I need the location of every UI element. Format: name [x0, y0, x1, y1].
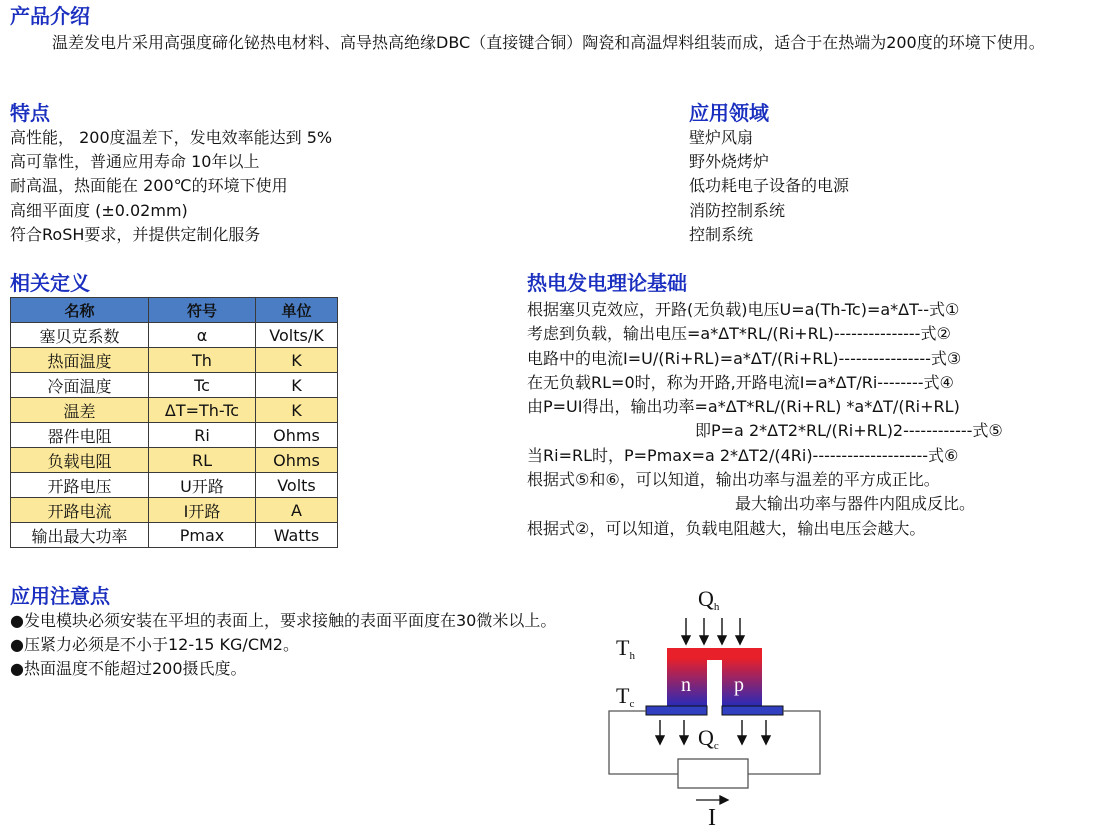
theory-line: 根据式⑤和⑥，可以知道，输出功率与温差的平方成正比。: [527, 470, 940, 490]
application-item: 壁炉风扇: [689, 128, 754, 147]
cold-plate-right: [722, 706, 783, 715]
theory-line: 最大输出功率与器件内阻成反比。: [735, 494, 976, 514]
table-cell: A: [256, 498, 338, 523]
table-cell: Watts: [256, 523, 338, 548]
table-cell: 负载电阻: [11, 448, 149, 473]
table-cell: 塞贝克系数: [11, 323, 149, 348]
table-row: [11, 523, 338, 548]
note-item: ●发电模块必须安装在平坦的表面上，要求接触的表面平面度在30微米以上。: [10, 611, 557, 630]
table-cell: 冷面温度: [11, 373, 149, 398]
theory-line: 由P=UI得出，输出功率=a*ΔT*RL/(Ri+RL) *a*ΔT/(Ri+RL): [527, 397, 960, 417]
feature-item: 高性能， 200度温差下，发电效率能达到 5%: [10, 128, 333, 147]
table-cell: K: [256, 348, 338, 373]
theory-line: 电路中的电流I=U/(Ri+RL)=a*ΔT/(Ri+RL)----------------式③: [527, 348, 962, 368]
p-label: p: [734, 674, 744, 696]
definitions-table: [10, 297, 338, 548]
current-arrow-icon: [696, 796, 728, 804]
qh-label: Qh: [698, 586, 720, 613]
applications-list: [689, 126, 849, 247]
theory-line: 在无负载RL=0时，称为开路,开路电流I=a*ΔT/Ri--------式④: [527, 372, 954, 392]
table-row: [11, 473, 338, 498]
theory-heading: 热电发电理论基础: [527, 271, 687, 295]
application-item: 消防控制系统: [689, 200, 786, 220]
table-cell: I开路: [149, 498, 256, 523]
cold-plate-left: [646, 706, 707, 715]
table-row: [11, 373, 338, 398]
table-cell: 器件电阻: [11, 423, 149, 448]
applications-heading: 应用领域: [689, 101, 769, 125]
load-resistor: [678, 759, 748, 788]
n-label: n: [681, 674, 691, 696]
features-list: [10, 126, 332, 247]
theory-line: 根据式②，可以知道，负载电阻越大，输出电压会越大。: [527, 518, 926, 538]
column-header: 符号: [149, 298, 256, 323]
feature-item: 符合RoSH要求，并提供定制化服务: [10, 224, 261, 244]
notes-heading: 应用注意点: [10, 584, 110, 608]
intro-heading: 产品介绍: [10, 4, 90, 28]
column-header: 单位: [256, 298, 338, 323]
th-label: Th: [616, 635, 635, 662]
table-cell: U开路: [149, 473, 256, 498]
current-label: I: [708, 805, 716, 830]
table-cell: RL: [149, 448, 256, 473]
definitions-heading: 相关定义: [10, 271, 90, 295]
table-cell: Volts: [256, 473, 338, 498]
table-cell: ΔT=Th-Tc: [149, 398, 256, 423]
qc-label: Qc: [698, 725, 719, 752]
table-cell: Ri: [149, 423, 256, 448]
thermoelectric-diagram: [600, 580, 840, 830]
table-cell: Th: [149, 348, 256, 373]
table-cell: 开路电流: [11, 498, 149, 523]
table-cell: 热面温度: [11, 348, 149, 373]
table-cell: Ohms: [256, 423, 338, 448]
tc-label: Tc: [616, 683, 635, 710]
application-item: 控制系统: [689, 224, 754, 244]
feature-item: 耐高温，热面能在 200℃的环境下使用: [10, 176, 288, 196]
table-cell: Tc: [149, 373, 256, 398]
application-item: 低功耗电子设备的电源: [689, 176, 850, 196]
theory-line: 当Ri=RL时，P=Pmax=a 2*ΔT2/(4Ri)--------------------式⑥: [527, 445, 959, 465]
features-heading: 特点: [10, 101, 50, 125]
table-cell: Ohms: [256, 448, 338, 473]
application-item: 野外烧烤炉: [689, 152, 770, 172]
table-header-row: [11, 298, 338, 323]
theory-line: 根据塞贝克效应，开路(无负载)电压U=a(Th-Tc)=a*ΔT--式①: [527, 300, 960, 319]
table-cell: 输出最大功率: [11, 523, 149, 548]
note-item: ●压紧力必须是不小于12-15 KG/CM2。: [10, 635, 299, 655]
table-cell: K: [256, 373, 338, 398]
intro-text: 温差发电片采用高强度碲化铋热电材料、高导热高绝缘DBC（直接键合铜）陶瓷和高温焊料组装而成，适合于在热端为200度的环境下使用。: [52, 33, 1045, 52]
theory-line: 即P=a 2*ΔT2*RL/(Ri+RL)2------------式⑤: [695, 421, 1003, 441]
note-item: ●热面温度不能超过200摄氏度。: [10, 659, 247, 679]
table-row: [11, 423, 338, 448]
column-header: 名称: [11, 298, 149, 323]
table-cell: Pmax: [149, 523, 256, 548]
feature-item: 高细平面度 (±0.02mm): [10, 200, 188, 220]
heat-in-arrows: [682, 618, 744, 644]
table-cell: 开路电压: [11, 473, 149, 498]
table-row: [11, 498, 338, 523]
table-cell: 温差: [11, 398, 149, 423]
table-row: [11, 348, 338, 373]
table-row: [11, 448, 338, 473]
theory-line: 考虑到负载，输出电压=a*ΔT*RL/(Ri+RL)---------------式②: [527, 324, 951, 344]
table-cell: K: [256, 398, 338, 423]
table-cell: α: [149, 323, 256, 348]
feature-item: 高可靠性，普通应用寿命 10年以上: [10, 152, 260, 172]
table-cell: Volts/K: [256, 323, 338, 348]
table-row: [11, 323, 338, 348]
theory-block: [527, 298, 1107, 541]
table-row: [11, 398, 338, 423]
notes-list: [10, 609, 556, 682]
